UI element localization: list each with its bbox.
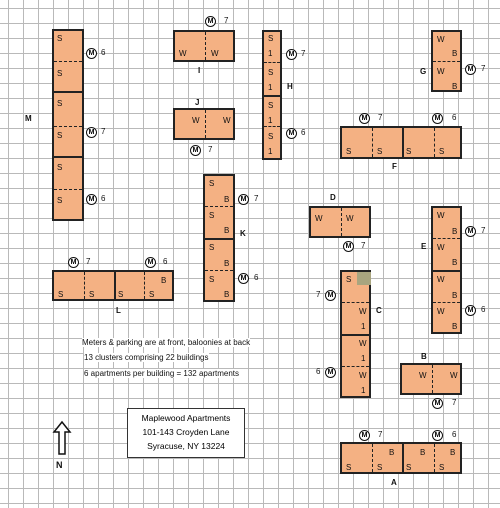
cluster-label-h: H (287, 82, 293, 91)
unit-label: S (377, 147, 383, 156)
north-arrow-icon (52, 420, 72, 456)
unit-label: B (224, 226, 230, 235)
unit-label: S (439, 463, 445, 472)
unit-label: 1 (268, 83, 273, 92)
unit-label: 1 (268, 147, 273, 156)
unit-label: B (161, 276, 167, 285)
property-name: Maplewood Apartments (141, 413, 231, 423)
meter-count: 7 (208, 145, 213, 154)
note-apartments: 6 apartments per building = 132 apartments (84, 369, 239, 378)
unit-label: S (57, 196, 63, 205)
unit-label: B (452, 49, 458, 58)
unit-label: 1 (361, 322, 366, 331)
unit-label: S (58, 290, 64, 299)
meter-count: 7 (378, 430, 383, 439)
cluster-label-k: K (240, 229, 246, 238)
meter-icon: M (432, 430, 443, 441)
cluster-label-l: L (116, 306, 121, 315)
note-meters-parking: Meters & parking are at front, baloonies at back (82, 338, 251, 347)
meter-count: 7 (481, 64, 486, 73)
unit-label: S (377, 463, 383, 472)
unit-label: B (420, 448, 426, 457)
meter-icon: M (205, 16, 216, 27)
unit-label: S (268, 132, 274, 141)
unit-label: S (268, 101, 274, 110)
building-h (262, 30, 282, 160)
meter-icon: M (465, 226, 476, 237)
meter-icon: M (432, 398, 443, 409)
meter-icon: M (325, 367, 336, 378)
unit-label: 1 (268, 49, 273, 58)
building-k (203, 174, 235, 302)
unit-label: W (437, 211, 445, 220)
meter-icon: M (432, 113, 443, 124)
unit-label: S (57, 69, 63, 78)
unit-label: S (268, 34, 274, 43)
cluster-label-i: I (198, 66, 201, 75)
meter-count: 7 (316, 290, 321, 299)
meter-count: 7 (452, 398, 457, 407)
meter-icon: M (145, 257, 156, 268)
cluster-label-a: A (391, 478, 397, 487)
unit-label: W (223, 116, 231, 125)
unit-label: W (359, 307, 367, 316)
meter-count: 7 (301, 49, 306, 58)
meter-count: 6 (481, 305, 486, 314)
unit-label: W (315, 214, 323, 223)
meter-icon: M (325, 290, 336, 301)
building-e (431, 206, 462, 334)
unit-label: 1 (268, 116, 273, 125)
unit-label: S (149, 290, 155, 299)
unit-label: S (57, 34, 63, 43)
unit-label: S (406, 147, 412, 156)
meter-icon: M (68, 257, 79, 268)
unit-label: W (359, 371, 367, 380)
meter-icon: M (359, 430, 370, 441)
building-l (52, 270, 174, 301)
unit-label: B (224, 290, 230, 299)
cluster-label-b: B (421, 352, 427, 361)
unit-label: 1 (361, 354, 366, 363)
unit-label: B (224, 195, 230, 204)
meter-count: 7 (86, 257, 91, 266)
meter-icon: M (359, 113, 370, 124)
unit-label: S (89, 290, 95, 299)
unit-label: W (179, 49, 187, 58)
meter-count: 6 (452, 113, 457, 122)
unit-label: B (452, 82, 458, 91)
unit-label: S (57, 131, 63, 140)
north-label: N (56, 460, 63, 470)
building-b (400, 363, 462, 395)
unit-label: W (192, 116, 200, 125)
building-m (52, 29, 84, 221)
unit-label: B (389, 448, 395, 457)
meter-icon: M (286, 128, 297, 139)
cluster-label-e: E (421, 242, 427, 251)
unit-label: W (437, 275, 445, 284)
meter-icon: M (86, 127, 97, 138)
street-address: 101-143 Croyden Lane (142, 427, 230, 437)
unit-label: S (57, 163, 63, 172)
unit-label: 1 (361, 386, 366, 395)
meter-count: 7 (101, 127, 106, 136)
building-a (340, 442, 462, 474)
unit-label: B (452, 322, 458, 331)
unit-label: S (209, 243, 215, 252)
meter-icon: M (238, 194, 249, 205)
cluster-label-f: F (392, 162, 397, 171)
unit-label: S (209, 211, 215, 220)
unit-label: S (209, 275, 215, 284)
unit-label: S (406, 463, 412, 472)
cluster-label-g: G (420, 67, 427, 76)
cluster-label-d: D (330, 193, 336, 202)
meter-count: 6 (101, 48, 106, 57)
meter-icon: M (86, 194, 97, 205)
unit-label: W (450, 371, 458, 380)
building-j (173, 108, 235, 140)
meter-count: 6 (452, 430, 457, 439)
building-i (173, 30, 235, 62)
unit-label: W (346, 214, 354, 223)
unit-label: S (439, 147, 445, 156)
meter-icon: M (343, 241, 354, 252)
meter-count: 7 (254, 194, 259, 203)
building-g (431, 30, 462, 92)
unit-label: W (437, 35, 445, 44)
meter-icon: M (86, 48, 97, 59)
unit-label: B (452, 258, 458, 267)
meter-count: 6 (301, 128, 306, 137)
unit-label: S (268, 68, 274, 77)
address-box (127, 408, 245, 458)
unit-label: W (437, 307, 445, 316)
meter-icon: M (238, 273, 249, 284)
building-f (340, 126, 462, 159)
meter-icon: M (465, 305, 476, 316)
meter-count: 6 (254, 273, 259, 282)
unit-label: S (209, 179, 215, 188)
meter-count: 7 (361, 241, 366, 250)
unit-label: S (118, 290, 124, 299)
note-clusters: 13 clusters comprising 22 buildings (84, 353, 209, 362)
meter-count: 6 (316, 367, 321, 376)
unit-label: B (452, 291, 458, 300)
unit-label: W (437, 243, 445, 252)
meter-count: 7 (378, 113, 383, 122)
meter-icon: M (286, 49, 297, 60)
city-state-zip: Syracuse, NY 13224 (147, 441, 225, 451)
cluster-label-c: C (376, 306, 382, 315)
unit-label: B (452, 227, 458, 236)
meter-icon: M (190, 145, 201, 156)
meter-count: 6 (163, 257, 168, 266)
unit-label: S (346, 147, 352, 156)
unit-label: W (211, 49, 219, 58)
unit-label: W (419, 371, 427, 380)
unit-label: S (346, 463, 352, 472)
building-d (309, 206, 371, 238)
unit-label: S (346, 275, 352, 284)
cluster-label-m: M (25, 114, 32, 123)
unit-label: B (224, 259, 230, 268)
unit-label: W (437, 67, 445, 76)
meter-count: 6 (101, 194, 106, 203)
unit-label: S (57, 99, 63, 108)
building-c (340, 270, 371, 398)
meter-icon: M (465, 64, 476, 75)
meter-count: 7 (481, 226, 486, 235)
unit-label: W (359, 339, 367, 348)
meter-count: 7 (224, 16, 229, 25)
unit-label: B (450, 448, 456, 457)
cluster-label-j: J (195, 98, 200, 107)
